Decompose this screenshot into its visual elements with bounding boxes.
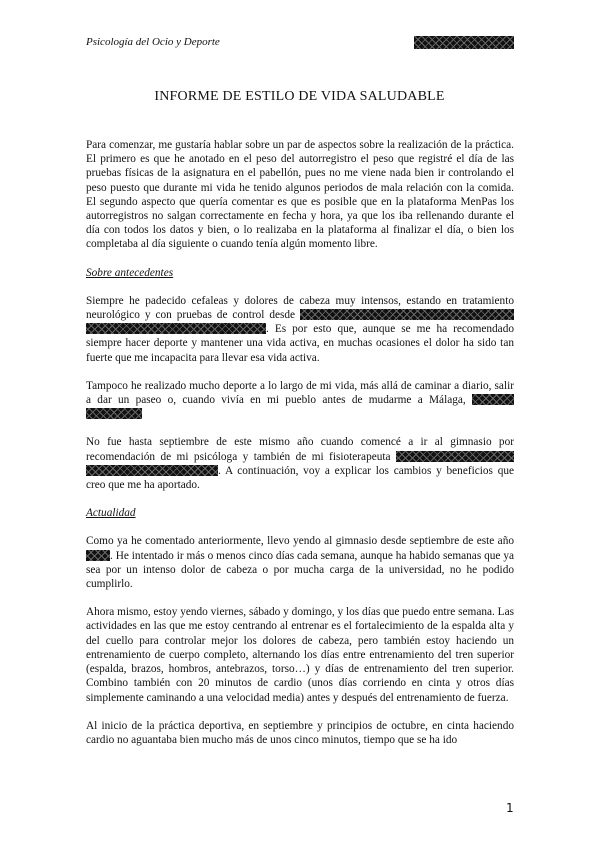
redacted-block <box>396 451 514 462</box>
document-body <box>86 138 514 761</box>
redacted-block <box>86 465 218 476</box>
paragraph-text: Siempre he padecido cefaleas y dolores de cabeza muy intensos, estando en tratamiento neurológico y con pruebas de control desde <box>86 294 514 322</box>
paragraph-text: Como ya he comentado anteriormente, llevo yendo al gimnasio desde septiembre de este año <box>86 535 514 548</box>
redacted-block <box>414 36 514 49</box>
redacted-block <box>86 550 110 561</box>
paragraph-text: . Es por esto que, aunque se me ha recomendado siempre hacer deporte y mantener una vida activa, en muchas ocasiones el dolor ha sido tan fuerte que me incapacita para llevar esa vida activa. <box>86 323 514 364</box>
paragraph: Ahora mismo, estoy yendo viernes, sábado y domingo, y los días que puedo entre semana. Las actividades en las que me estoy centrando al entrenar es el fortalecimiento de la espalda alta y del cuello para controlar mejor los dolores de cabeza, pero también estoy haciendo un entrenamiento de cuerpo completo, alternando los días entre entrenamiento del tren superior (espalda, brazos, hombros, antebrazos, torso…) y días de entrenamiento del tren superior. Combino también con 20 minutos de cardio (unos días corriendo en cinta y otros días simplemente caminando a una velocidad media) antes y después del entrenamiento de fuerza. <box>86 606 514 704</box>
running-header: Psicología del Ocio y Deporte <box>86 36 220 48</box>
paragraph-text: Tampoco he realizado mucho deporte a lo largo de mi vida, más allá de caminar a diario, salir a dar un paseo o, cuando vivía en mi pueblo antes de mudarme a Málaga, <box>86 379 514 407</box>
section-heading-actualidad: Actualidad <box>86 507 136 520</box>
paragraph-text: No fue hasta septiembre de este mismo año cuando comencé a ir al gimnasio por recomendación de mi psicóloga y también de mi fisioterapeuta <box>86 436 514 463</box>
redacted-block <box>300 309 514 320</box>
paragraph: Al inicio de la práctica deportiva, en septiembre y principios de octubre, en cinta haciendo cardio no aguantaba bien mucho más de unos cinco minutos, tiempo que se ha ido <box>86 719 514 746</box>
document-title: INFORME DE ESTILO DE VIDA SALUDABLE <box>154 89 445 104</box>
redacted-block <box>86 408 142 419</box>
redacted-block <box>86 323 266 334</box>
paragraph <box>86 294 514 365</box>
paragraph <box>86 379 514 422</box>
page-number: 1 <box>506 801 514 815</box>
paragraph-text: . A continuación, voy a explicar los cambios y beneficios que creo que me ha aportado. <box>86 464 514 492</box>
paragraph-text: . He intentado ir más o menos cinco días cada semana, aunque ha habido semanas que ya sea por un intenso dolor de cabeza o por mucha carga de la universidad, no he podido cumplirlo. <box>86 549 514 591</box>
intro-paragraph: Para comenzar, me gustaría hablar sobre un par de aspectos sobre la realización de la práctica. El primero es que he anotado en el peso del autorregistro el peso que registré el día de las pruebas físicas de la asignatura en el pabellón, pues no me viene nada bien ir controlando el peso puesto que durante mi vida he tenido algunos periodos de mala relación con la comida. El segundo aspecto que quería comentar es que es posible que en la plataforma MenPas los autorregistros no salgan correctamente en fecha y hora, ya que los iba rellenando durante el día con todos los datos y bien, o lo realizaba en la plataforma al finalizar el día, o bien los completaba al día siguiente o cuando tenía algún momento libre. <box>86 139 514 251</box>
section-heading-antecedentes: Sobre antecedentes <box>86 266 174 279</box>
redacted-block <box>472 394 514 405</box>
paragraph <box>86 534 514 591</box>
paragraph <box>86 435 514 492</box>
